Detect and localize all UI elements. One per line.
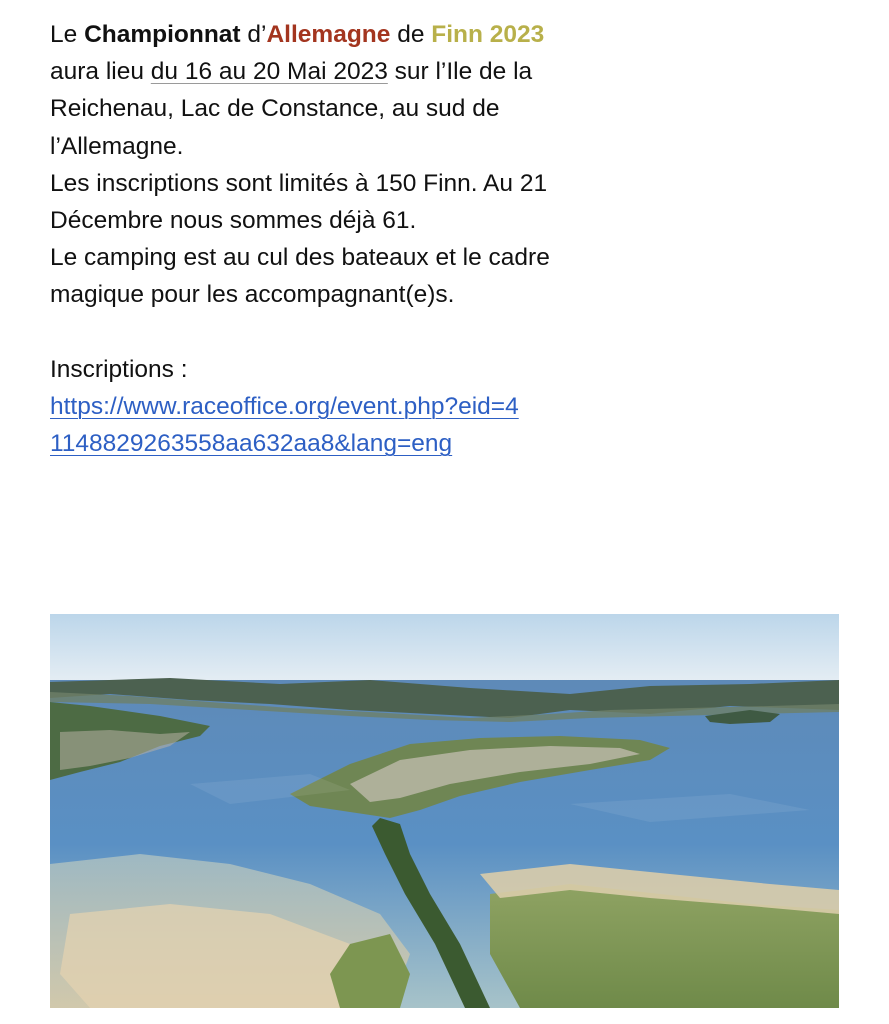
aerial-photo-illustration	[50, 614, 839, 1008]
text-de: de	[390, 21, 425, 48]
event-dates-link[interactable]: du 16 au 20 Mai 2023	[150, 58, 388, 86]
text-le: Le	[50, 21, 85, 48]
intro-paragraph	[50, 16, 550, 314]
inscriptions-label: Inscriptions :	[50, 355, 188, 383]
message-body	[50, 16, 550, 462]
text-allemagne: Allemagne	[266, 21, 391, 48]
registration-link[interactable]: https://www.raceoffice.org/event.php?eid=41148829263558aa632aa8&lang=eng	[50, 393, 519, 458]
text-camping: Le camping est au cul des bateaux et le cadre magique pour les accompagnant(e)s.	[50, 244, 550, 309]
registration-paragraph	[50, 351, 550, 463]
text-location: sur l’Ile de la Reichenau, Lac de Constance, au sud de l’Allemagne.	[50, 58, 533, 160]
text-finn-2023: Finn 2023	[431, 21, 545, 48]
text-championnat: Championnat	[84, 21, 241, 48]
text-d: d’	[240, 21, 267, 48]
text-aura-lieu: aura lieu	[50, 58, 151, 86]
reichenau-aerial-photo[interactable]	[50, 614, 839, 1008]
text-inscriptions-limit: Les inscriptions sont limités à 150 Finn. Au 21 Décembre nous sommes déjà 61.	[50, 169, 548, 235]
